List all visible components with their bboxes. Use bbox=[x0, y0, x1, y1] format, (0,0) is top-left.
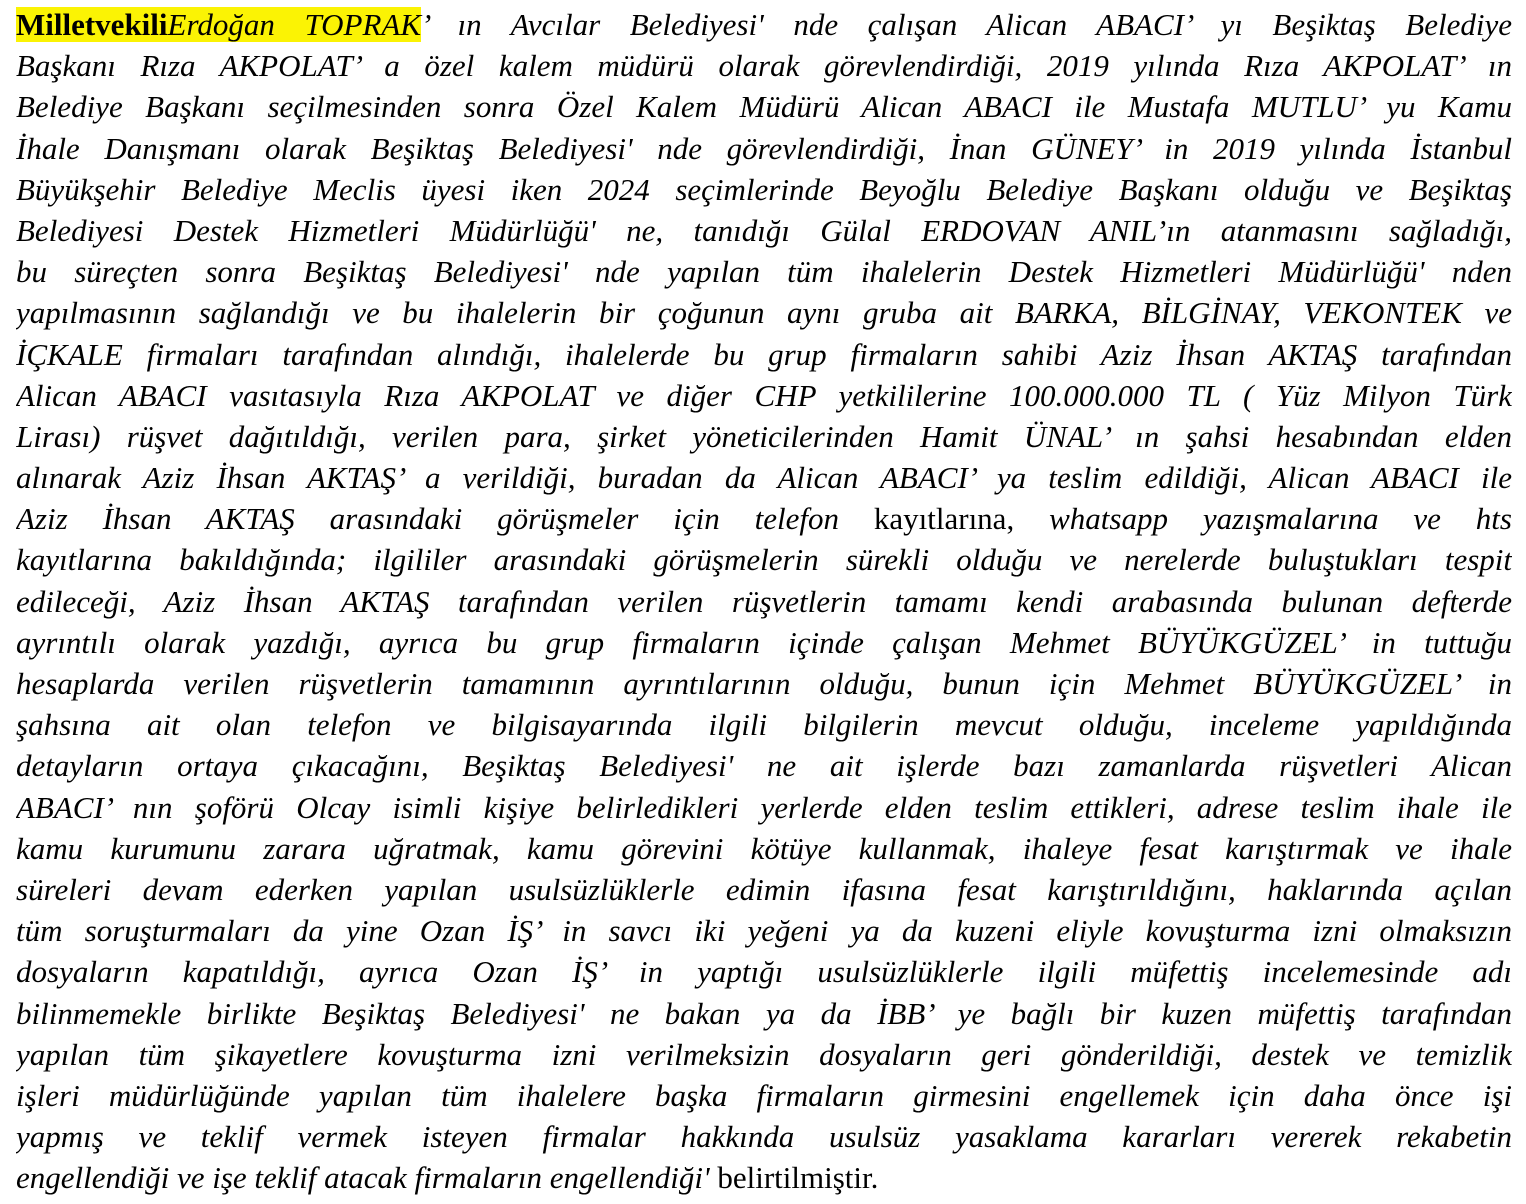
text-line bbox=[16, 45, 1512, 86]
text-segment: tüm soruşturmaları da yine Ozan İŞ’ in savcı iki yeğeni ya da kuzeni eliyle kovuşturma izni olmaksızın bbox=[16, 913, 1512, 949]
text-segment: belirtilmiştir. bbox=[709, 1160, 879, 1196]
text-line bbox=[16, 1075, 1512, 1116]
text-segment: detayların ortaya çıkacağını, Beşiktaş Belediyesi' ne ait işlerde bazı zamanlarda rüşvetleri Alican bbox=[16, 748, 1512, 784]
text-segment: Büyükşehir Belediye Meclis üyesi iken 2024 seçimlerinde Beyoğlu Belediye Başkanı olduğu ve Beşiktaş bbox=[16, 171, 1512, 207]
text-segment: yapılmasının sağlandığı ve bu ihalelerin bir çoğunun aynı gruba ait BARKA, BİLGİNAY, VEKONTEK ve bbox=[16, 295, 1512, 331]
text-segment: işleri müdürlüğünde yapılan tüm ihalelere başka firmaların girmesini engellemek için daha önce işi bbox=[16, 1077, 1512, 1113]
text-line bbox=[16, 581, 1512, 622]
text-segment: Başkanı Rıza AKPOLAT’ a özel kalem müdürü olarak görevlendirdiği, 2019 yılında Rıza AKPOLAT’ ın bbox=[16, 48, 1512, 84]
text-line bbox=[16, 128, 1512, 169]
text-line bbox=[16, 251, 1512, 292]
text-line bbox=[16, 334, 1512, 375]
text-line bbox=[16, 663, 1512, 704]
body-paragraph bbox=[16, 4, 1512, 1198]
text-segment: kayıtlarına, bbox=[873, 501, 1015, 537]
text-segment: kayıtlarına bakıldığında; ilgililer arasındaki görüşmelerin sürekli olduğu ve nerelerde buluştukları tespit bbox=[16, 542, 1512, 578]
text-segment: Alican ABACI vasıtasıyla Rıza AKPOLAT ve diğer CHP yetkililerine 100.000.000 TL ( Yüz Milyon Türk bbox=[16, 377, 1512, 413]
text-segment: süreleri devam ederken yapılan usulsüzlüklerle edimin ifasına fesat karıştırıldığını, haklarında açılan bbox=[16, 871, 1512, 907]
text-segment: engellendiği ve işe teklif atacak firmaların engellendiği' bbox=[16, 1160, 710, 1196]
highlighted-text: Milletvekili bbox=[16, 7, 168, 42]
text-line bbox=[16, 292, 1512, 333]
text-segment: bu süreçten sonra Beşiktaş Belediyesi' nde yapılan tüm ihalelerin Destek Hizmetleri Müdürlüğü' nden bbox=[16, 254, 1512, 290]
text-segment: dosyaların kapatıldığı, ayrıca Ozan İŞ’ in yaptığı usulsüzlüklerle ilgili müfettiş incelemesinde adı bbox=[16, 954, 1512, 990]
document-page bbox=[16, 4, 1512, 1198]
text-line bbox=[16, 622, 1512, 663]
text-line bbox=[16, 704, 1512, 745]
text-line bbox=[16, 539, 1512, 580]
text-line bbox=[16, 498, 1512, 539]
text-line bbox=[16, 416, 1512, 457]
text-segment: İÇKALE firmaları tarafından alındığı, ihalelerde bu grup firmaların sahibi Aziz İhsan AKTAŞ tarafından bbox=[16, 336, 1512, 372]
text-line bbox=[16, 951, 1512, 992]
text-segment: Belediye Başkanı seçilmesinden sonra Özel Kalem Müdürü Alican ABACI ile Mustafa MUTLU’ yu Kamu bbox=[16, 89, 1512, 125]
text-line bbox=[16, 1157, 1512, 1198]
text-segment: Aziz İhsan AKTAŞ arasındaki görüşmeler için telefon bbox=[16, 501, 874, 537]
text-segment: Lirası) rüşvet dağıtıldığı, verilen para, şirket yöneticilerinden Hamit ÜNAL’ ın şahsi hesabından elden bbox=[16, 418, 1512, 454]
text-line bbox=[16, 4, 1512, 45]
text-segment: alınarak Aziz İhsan AKTAŞ’ a verildiği, buradan da Alican ABACI’ ya teslim edildiği, Alican ABACI ile bbox=[16, 460, 1512, 496]
text-line bbox=[16, 828, 1512, 869]
text-line bbox=[16, 1034, 1512, 1075]
text-segment: kamu kurumunu zarara uğratmak, kamu görevini kötüye kullanmak, ihaleye fesat karıştırmak ve ihale bbox=[16, 830, 1512, 866]
text-line bbox=[16, 169, 1512, 210]
text-segment: yapılan tüm şikayetlere kovuşturma izni verilmeksizin dosyaların geri gönderildiği, destek ve temizlik bbox=[16, 1036, 1512, 1072]
text-segment: bilinmemekle birlikte Beşiktaş Belediyesi' ne bakan ya da İBB’ ye bağlı bir kuzen müfettiş tarafından bbox=[16, 995, 1512, 1031]
text-segment: yapmış ve teklif vermek isteyen firmalar hakkında usulsüz yasaklama kararları vererek rekabetin bbox=[16, 1119, 1512, 1155]
text-line bbox=[16, 375, 1512, 416]
text-line bbox=[16, 869, 1512, 910]
text-segment: ’ ın Avcılar Belediyesi' nde çalışan Alican ABACI’ yı Beşiktaş Belediye bbox=[421, 7, 1512, 42]
highlighted-text: Erdoğan TOPRAK bbox=[167, 7, 422, 42]
text-line bbox=[16, 787, 1512, 828]
text-segment: edileceği, Aziz İhsan AKTAŞ tarafından verilen rüşvetlerin tamamı kendi arabasında bulunan defterde bbox=[16, 583, 1512, 619]
text-segment: ABACI’ nın şoförü Olcay isimli kişiye belirledikleri yerlerde elden teslim ettikleri, adrese teslim ihale ile bbox=[16, 789, 1512, 825]
text-segment: şahsına ait olan telefon ve bilgisayarında ilgili bilgilerin mevcut olduğu, inceleme yapıldığında bbox=[16, 707, 1512, 743]
text-line bbox=[16, 910, 1512, 951]
text-line bbox=[16, 86, 1512, 127]
text-line bbox=[16, 210, 1512, 251]
text-segment: İhale Danışmanı olarak Beşiktaş Belediyesi' nde görevlendirdiği, İnan GÜNEY’ in 2019 yılında İstanbul bbox=[16, 130, 1512, 166]
text-line bbox=[16, 745, 1512, 786]
text-line bbox=[16, 993, 1512, 1034]
text-line bbox=[16, 1116, 1512, 1157]
text-segment: hesaplarda verilen rüşvetlerin tamamının ayrıntılarının olduğu, bunun için Mehmet BÜYÜKGÜZEL’ in bbox=[16, 666, 1512, 701]
text-segment: whatsapp yazışmalarına ve hts bbox=[1014, 501, 1512, 537]
text-segment: ayrıntılı olarak yazdığı, ayrıca bu grup firmaların içinde çalışan Mehmet BÜYÜKGÜZEL’ in tuttuğu bbox=[16, 624, 1512, 660]
text-line bbox=[16, 457, 1512, 498]
text-segment: Belediyesi Destek Hizmetleri Müdürlüğü' ne, tanıdığı Gülal ERDOVAN ANIL’ın atanmasını sağladığı, bbox=[16, 212, 1512, 248]
